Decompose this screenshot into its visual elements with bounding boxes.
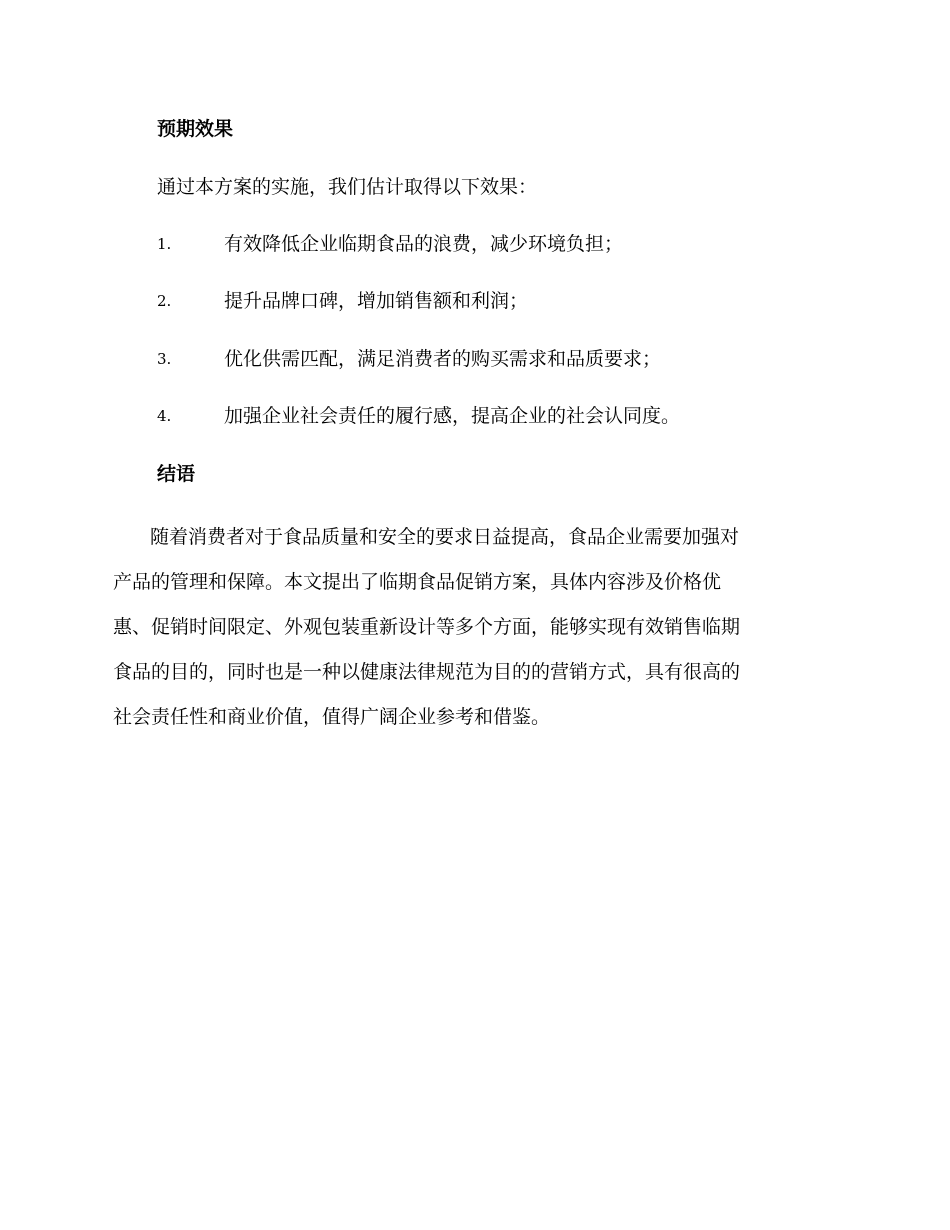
list-item-number: 2. [157, 292, 172, 310]
paragraph-line: 社会责任性和商业价值，值得广阔企业参考和借鉴。 [113, 706, 551, 728]
list-item [157, 345, 857, 373]
list-item [157, 402, 857, 430]
list-item-number: 4. [157, 407, 172, 425]
list-item-number: 3. [157, 350, 172, 368]
list-item [157, 287, 857, 315]
conclusion-paragraph [113, 515, 833, 740]
section-heading-conclusion: 结语 [157, 463, 196, 485]
list-item-text: 加强企业社会责任的履行感，提高企业的社会认同度。 [224, 405, 681, 427]
list-item-number: 1. [157, 235, 172, 253]
paragraph-line: 食品的目的，同时也是一种以健康法律规范为目的的营销方式，具有很高的 [113, 661, 741, 683]
list-item-text: 优化供需匹配，满足消费者的购买需求和品质要求； [224, 348, 662, 370]
paragraph-line: 随着消费者对于食品质量和安全的要求日益提高，食品企业需要加强对 [150, 526, 740, 548]
list-item-text: 提升品牌口碑，增加销售额和利润； [224, 290, 529, 312]
list-item [157, 230, 857, 258]
effects-intro-paragraph: 通过本方案的实施，我们估计取得以下效果： [157, 176, 538, 198]
list-item-text: 有效降低企业临期食品的浪费，减少环境负担； [224, 233, 624, 255]
paragraph-line: 惠、促销时间限定、外观包装重新设计等多个方面，能够实现有效销售临期 [113, 616, 741, 638]
paragraph-line: 产品的管理和保障。本文提出了临期食品促销方案，具体内容涉及价格优 [113, 571, 722, 593]
section-heading-expected-effects: 预期效果 [157, 118, 234, 140]
